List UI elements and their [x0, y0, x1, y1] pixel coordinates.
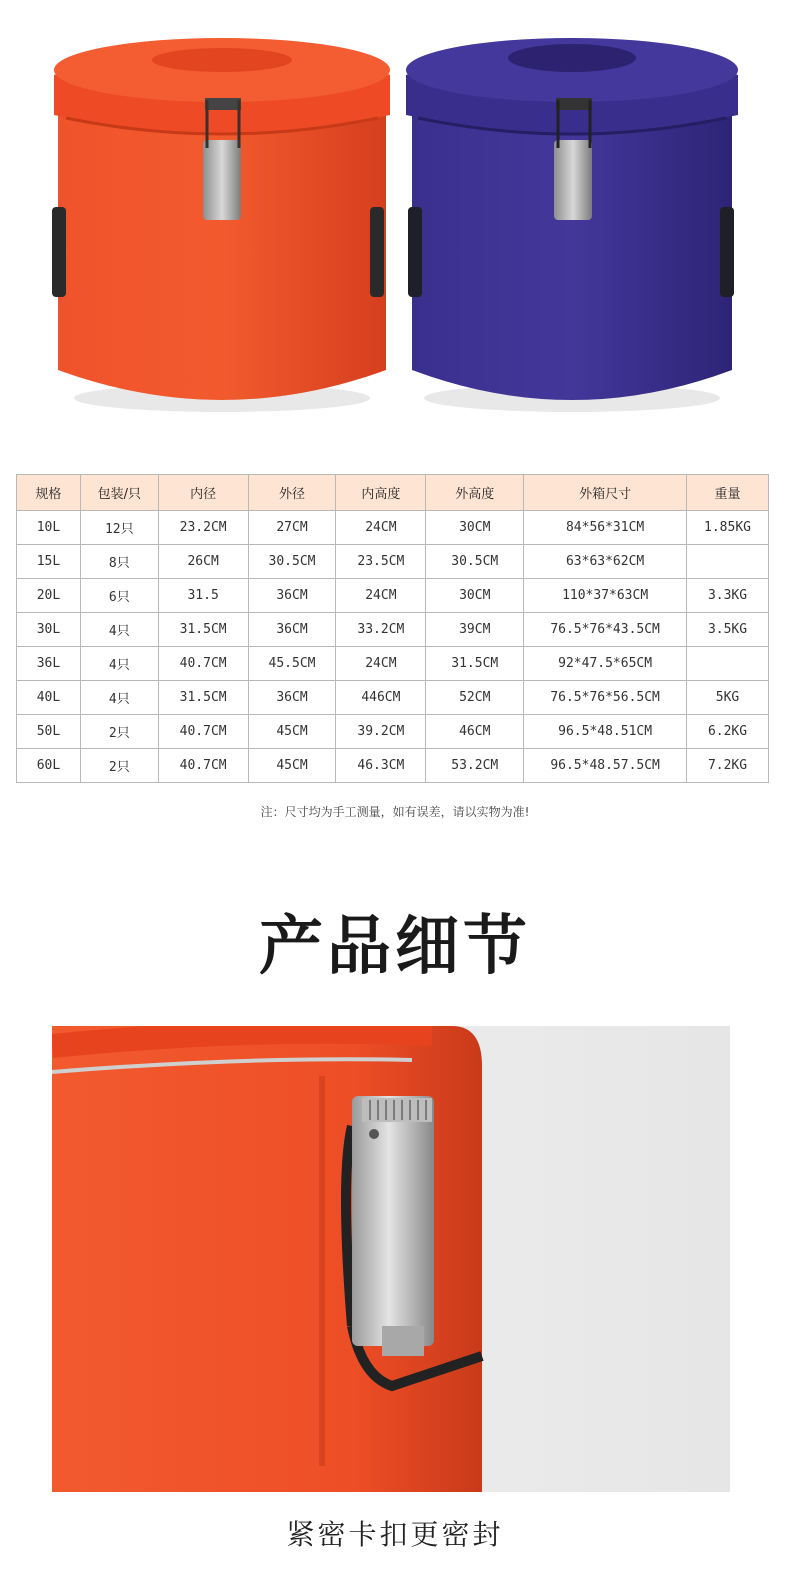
- table-cell: 23.5CM: [336, 545, 426, 579]
- table-cell: 7.2KG: [687, 749, 769, 783]
- product-photos: [0, 0, 790, 450]
- table-cell: 27CM: [248, 511, 336, 545]
- table-cell: 4只: [80, 647, 158, 681]
- column-header: 规格: [17, 475, 81, 511]
- column-header: 外高度: [426, 475, 524, 511]
- table-cell: 50L: [17, 715, 81, 749]
- table-cell: 36CM: [248, 613, 336, 647]
- table-cell: 2只: [80, 749, 158, 783]
- table-cell: 92*47.5*65CM: [524, 647, 687, 681]
- table-cell: 12只: [80, 511, 158, 545]
- table-cell: 446CM: [336, 681, 426, 715]
- table-cell: 39CM: [426, 613, 524, 647]
- measurement-note: 注：尺寸均为手工测量，如有误差，请以实物为准!: [260, 805, 530, 819]
- table-row: [17, 647, 769, 681]
- table-cell: 40L: [17, 681, 81, 715]
- table-cell: 84*56*31CM: [524, 511, 687, 545]
- table-cell: 36L: [17, 647, 81, 681]
- table-cell: 30L: [17, 613, 81, 647]
- table-cell: 45CM: [248, 715, 336, 749]
- table-cell: 23.2CM: [158, 511, 248, 545]
- table-cell: 60L: [17, 749, 81, 783]
- table-cell: 5KG: [687, 681, 769, 715]
- table-cell: 45CM: [248, 749, 336, 783]
- table-cell: 36CM: [248, 579, 336, 613]
- table-cell: 1.85KG: [687, 511, 769, 545]
- table-cell: [687, 647, 769, 681]
- table-row: [17, 613, 769, 647]
- table-cell: 8只: [80, 545, 158, 579]
- latch-detail-photo: [52, 1026, 730, 1492]
- table-cell: 63*63*62CM: [524, 545, 687, 579]
- table-cell: 76.5*76*43.5CM: [524, 613, 687, 647]
- column-header: 外径: [248, 475, 336, 511]
- table-row: [17, 545, 769, 579]
- table-cell: 31.5CM: [158, 613, 248, 647]
- table-row: [17, 715, 769, 749]
- table-cell: 76.5*76*56.5CM: [524, 681, 687, 715]
- table-cell: 45.5CM: [248, 647, 336, 681]
- table-cell: 30CM: [426, 511, 524, 545]
- table-cell: 52CM: [426, 681, 524, 715]
- table-cell: 10L: [17, 511, 81, 545]
- table-cell: 96.5*48.51CM: [524, 715, 687, 749]
- table-cell: [687, 545, 769, 579]
- table-cell: 30.5CM: [426, 545, 524, 579]
- table-cell: 3.3KG: [687, 579, 769, 613]
- spec-table: [16, 474, 769, 783]
- navy-barrel: [406, 38, 738, 412]
- table-cell: 24CM: [336, 647, 426, 681]
- table-cell: 110*37*63CM: [524, 579, 687, 613]
- table-cell: 4只: [80, 681, 158, 715]
- table-cell: 46.3CM: [336, 749, 426, 783]
- table-header-row: [17, 475, 769, 511]
- table-cell: 15L: [17, 545, 81, 579]
- section-title: 产品细节: [259, 910, 531, 984]
- table-cell: 26CM: [158, 545, 248, 579]
- table-cell: 6只: [80, 579, 158, 613]
- detail-caption: 紧密卡扣更密封: [286, 1518, 504, 1551]
- table-cell: 33.2CM: [336, 613, 426, 647]
- table-cell: 31.5CM: [426, 647, 524, 681]
- column-header: 外箱尺寸: [524, 475, 687, 511]
- column-header: 内高度: [336, 475, 426, 511]
- table-row: [17, 511, 769, 545]
- table-cell: 30CM: [426, 579, 524, 613]
- table-cell: 53.2CM: [426, 749, 524, 783]
- table-cell: 40.7CM: [158, 715, 248, 749]
- table-cell: 36CM: [248, 681, 336, 715]
- table-row: [17, 681, 769, 715]
- column-header: 重量: [687, 475, 769, 511]
- table-cell: 4只: [80, 613, 158, 647]
- table-cell: 2只: [80, 715, 158, 749]
- table-cell: 24CM: [336, 579, 426, 613]
- table-cell: 30.5CM: [248, 545, 336, 579]
- table-cell: 20L: [17, 579, 81, 613]
- table-cell: 40.7CM: [158, 749, 248, 783]
- table-cell: 31.5CM: [158, 681, 248, 715]
- table-cell: 31.5: [158, 579, 248, 613]
- red-barrel: [52, 38, 390, 412]
- table-row: [17, 749, 769, 783]
- column-header: 包装/只: [80, 475, 158, 511]
- table-cell: 24CM: [336, 511, 426, 545]
- column-header: 内径: [158, 475, 248, 511]
- table-cell: 40.7CM: [158, 647, 248, 681]
- table-cell: 6.2KG: [687, 715, 769, 749]
- table-cell: 96.5*48.57.5CM: [524, 749, 687, 783]
- table-cell: 3.5KG: [687, 613, 769, 647]
- table-cell: 46CM: [426, 715, 524, 749]
- table-cell: 39.2CM: [336, 715, 426, 749]
- table-row: [17, 579, 769, 613]
